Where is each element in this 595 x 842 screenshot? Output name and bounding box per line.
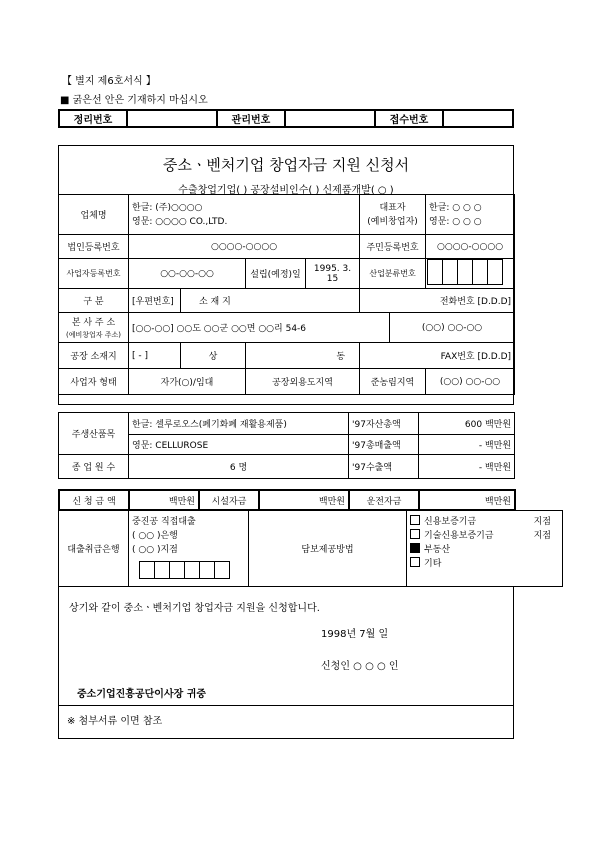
hq-address-label: 본 사 주 소 [71,317,116,328]
management-number-label: 관리번호 [217,110,285,127]
factory-zone-label: 공장외용도지역 [246,369,360,395]
exports-label: '97수출액 [349,455,419,479]
postal-code-label: [우편번호] [129,289,181,313]
request-amount-table [58,489,516,511]
branch-name-line: ( ○○ )지점 [132,545,178,555]
collateral-option [410,529,559,543]
lending-bank-cell [129,511,249,587]
resident-number-value: ○○○○-○○○○ [426,235,515,259]
form-title: 중소ㆍ벤처기업 창업자금 지원 신청서 [162,156,410,174]
employees-label: 종 업 원 수 [59,455,129,479]
corp-registration-value: ○○○○-○○○○ [129,235,360,259]
sales-label: '97총매출액 [349,435,419,455]
company-name-cell [129,195,360,235]
operating-fund-label: 운전자금 [349,490,419,510]
bank-code-boxes [140,561,245,582]
attachment-label: 【 별지 제6호서식 】 [62,76,156,87]
representative-label: 대표자 [379,202,406,213]
office-use-table [58,109,514,128]
business-registration-label: 사업자등록번호 [59,259,129,289]
request-amount-label: 신 청 금 액 [59,490,129,510]
registration-number-field [127,110,217,127]
request-amount-value: 백만원 [129,490,199,510]
receipt-number-field [443,110,513,127]
collateral-option-suffix: 지점 [533,517,551,527]
receipt-number-label: 접수번호 [375,110,443,127]
management-number-field [285,110,375,127]
employees-value: 6 명 [129,455,349,479]
representative-en: 영문: ○ ○ ○ [429,216,482,227]
declaration-statement: 상기와 같이 중소ㆍ벤처기업 창업자금 지원을 신청합니다. [69,603,320,614]
assets-value: 600 백만원 [419,413,515,435]
hq-phone-value: (○○) ○○-○○ [390,313,515,343]
corp-registration-label: 법인등록번호 [59,235,129,259]
agricultural-zone-label: 준농림지역 [360,369,426,395]
representative-cell [426,195,515,235]
main-product-en: 영문: CELLUROSE [129,435,349,455]
collateral-checkbox[interactable] [410,529,420,539]
industry-code-label: 산업분류번호 [360,259,426,289]
representative-kr: 한글: ○ ○ ○ [429,202,482,213]
addressee: 중소기업진흥공단이사장 귀중 [77,689,207,700]
established-date-label: 설립(예정)일 [246,259,306,289]
collateral-option [410,543,559,557]
collateral-checkbox[interactable] [410,557,420,567]
collateral-checkbox[interactable] [410,543,420,553]
collateral-option-label: 부동산 [424,545,451,555]
collateral-option-suffix [551,557,559,571]
resident-number-label: 주민등록번호 [360,235,426,259]
form-subtitle: 수출창업기업( ) 공장설비인수( ) 신제품개발( ○ ) [178,185,394,196]
factory-sang-label: 상 [181,343,246,369]
hq-address-sublabel: (예비창업자 주소) [65,330,122,339]
main-product-label: 주생산품목 [59,413,129,455]
facility-fund-value: 백만원 [259,490,349,510]
footer-box [58,704,514,739]
business-registration-value: ○○-○○-○○ [129,259,246,289]
collateral-option [410,515,559,529]
collateral-option-label: 신용보증기금 [424,517,477,527]
industry-code-boxes [428,259,503,285]
division-label: 구 분 [59,289,129,313]
collateral-method-label: 담보제공방법 [249,511,407,587]
factory-postal-bracket: [ - ] [129,343,181,369]
representative-label-cell [360,195,426,235]
company-name-kr: 한글: (주)○○○○ [132,202,203,213]
applicant-signature: 신청인 ○ ○ ○ 인 [321,661,399,672]
notice-text: ■ 굵은선 안은 기재하지 마십시오 [60,95,208,106]
collateral-options [407,511,563,587]
assets-label: '97자산총액 [349,413,419,435]
bank-name-line: ( ○○ )은행 [132,531,178,541]
hq-address-value: [○○-○○] ○○도 ○○군 ○○면 ○○리 54-6 [129,313,390,343]
phone-label: 전화번호 [D.D.D] [360,289,515,313]
business-type-phone: (○○) ○○-○○ [426,369,515,395]
hq-address-label-cell [59,313,129,343]
collateral-option-label: 기타 [424,559,442,569]
established-date-value: 1995. 3. 15 [306,259,360,289]
lending-bank-label: 대출취급은행 [59,511,129,587]
company-name-label: 업체명 [59,195,129,235]
sales-value: - 백만원 [419,435,515,455]
exports-value: - 백만원 [419,455,515,479]
company-name-en: 영문: ○○○○ CO.,LTD. [132,216,228,227]
collateral-option-label: 기술신용보증기금 [424,531,494,541]
facility-fund-label: 시설자금 [199,490,259,510]
representative-sublabel: (예비창업자) [367,216,418,227]
direct-loan-label: 중진공 직접대출 [132,517,196,527]
collateral-option-suffix [551,543,559,557]
registration-number-label: 정리번호 [59,110,127,127]
attachments-note: ※ 첨부서류 이면 참조 [67,716,163,727]
product-info-table [58,412,515,479]
business-type-label: 사업자 형태 [59,369,129,395]
collateral-option [410,557,559,571]
business-type-value: 자가(○)/임대 [129,369,246,395]
industry-code-cells [426,259,515,289]
factory-location-label: 공장 소재지 [59,343,129,369]
bank-collateral-table [58,510,563,587]
collateral-option-suffix: 지점 [533,531,551,541]
declaration-box [58,586,514,706]
location-label: 소 재 지 [181,289,360,313]
company-info-table [58,194,515,395]
factory-dong-label: 동 [246,343,360,369]
operating-fund-value: 백만원 [419,490,515,510]
declaration-date: 1998년 7월 일 [321,629,389,640]
fax-label: FAX번호 [D.D.D] [360,343,515,369]
collateral-checkbox[interactable] [410,515,420,525]
main-product-kr: 한글: 셀루로오스(폐기화폐 재활용제품) [129,413,349,435]
